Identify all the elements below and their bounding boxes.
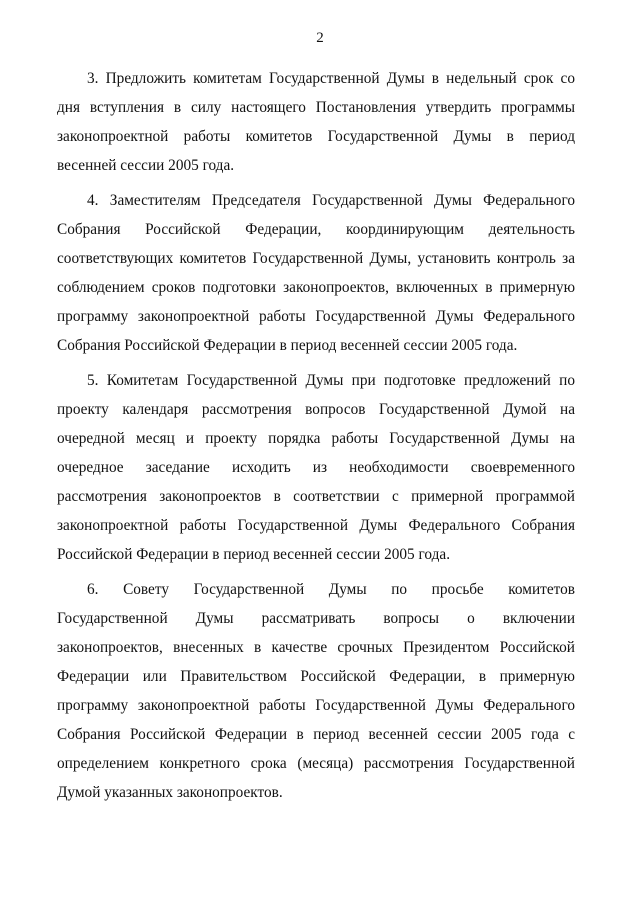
text-line: Российской Федерации в период весенней сессии 2005 года. [57,546,451,563]
text-line: дня вступления в силу настоящего Постановления утвердить программы [57,99,575,116]
text-line: программу законопроектной работы Государственной Думы Федерального [57,308,575,325]
text-line: 6. Совету Государственной Думы по просьбе комитетов [87,581,575,598]
page-number: 2 [316,30,324,46]
text-line: Думой указанных законопроектов. [57,784,283,801]
text-line: законопроектной работы Государственной Думы Федерального Собрания [57,517,575,534]
text-line: проекту календаря рассмотрения вопросов Государственной Думой на [57,401,575,418]
text-line: Федерации или Правительством Российской Федерации, в примерную [57,668,575,685]
text-line: очередное заседание исходить из необходимости своевременного [57,459,575,476]
text-line: 3. Предложить комитетам Государственной Думы в недельный срок со [87,70,575,87]
text-line: законопроектной работы комитетов Государственной Думы в период [57,128,575,145]
text-line: Собрания Российской Федерации, координирующим деятельность [57,221,575,238]
text-line: законопроектов, внесенных в качестве срочных Президентом Российской [57,639,575,656]
text-line: программу законопроектной работы Государственной Думы Федерального [57,697,575,714]
document-body [57,64,575,813]
text-line: соответствующих комитетов Государственной Думы, установить контроль за [57,250,575,267]
paragraph-4 [57,186,575,360]
text-line: 4. Заместителям Председателя Государственной Думы Федерального [87,192,575,209]
text-line: рассмотрения законопроектов в соответствии с примерной программой [57,488,575,505]
text-line: Собрания Российской Федерации в период весенней сессии 2005 года с [57,726,575,743]
text-line: 5. Комитетам Государственной Думы при подготовке предложений по [87,372,575,389]
paragraph-6 [57,575,575,807]
text-line: очередной месяц и проекту порядка работы Государственной Думы на [57,430,575,447]
paragraph-5 [57,366,575,569]
text-line: Государственной Думы рассматривать вопросы о включении [57,610,575,627]
text-line: весенней сессии 2005 года. [57,157,235,174]
paragraph-3 [57,64,575,180]
text-line: Собрания Российской Федерации в период весенней сессии 2005 года. [57,337,518,354]
text-line: соблюдением сроков подготовки законопроектов, включенных в примерную [57,279,575,296]
text-line: определением конкретного срока (месяца) рассмотрения Государственной [57,755,575,772]
